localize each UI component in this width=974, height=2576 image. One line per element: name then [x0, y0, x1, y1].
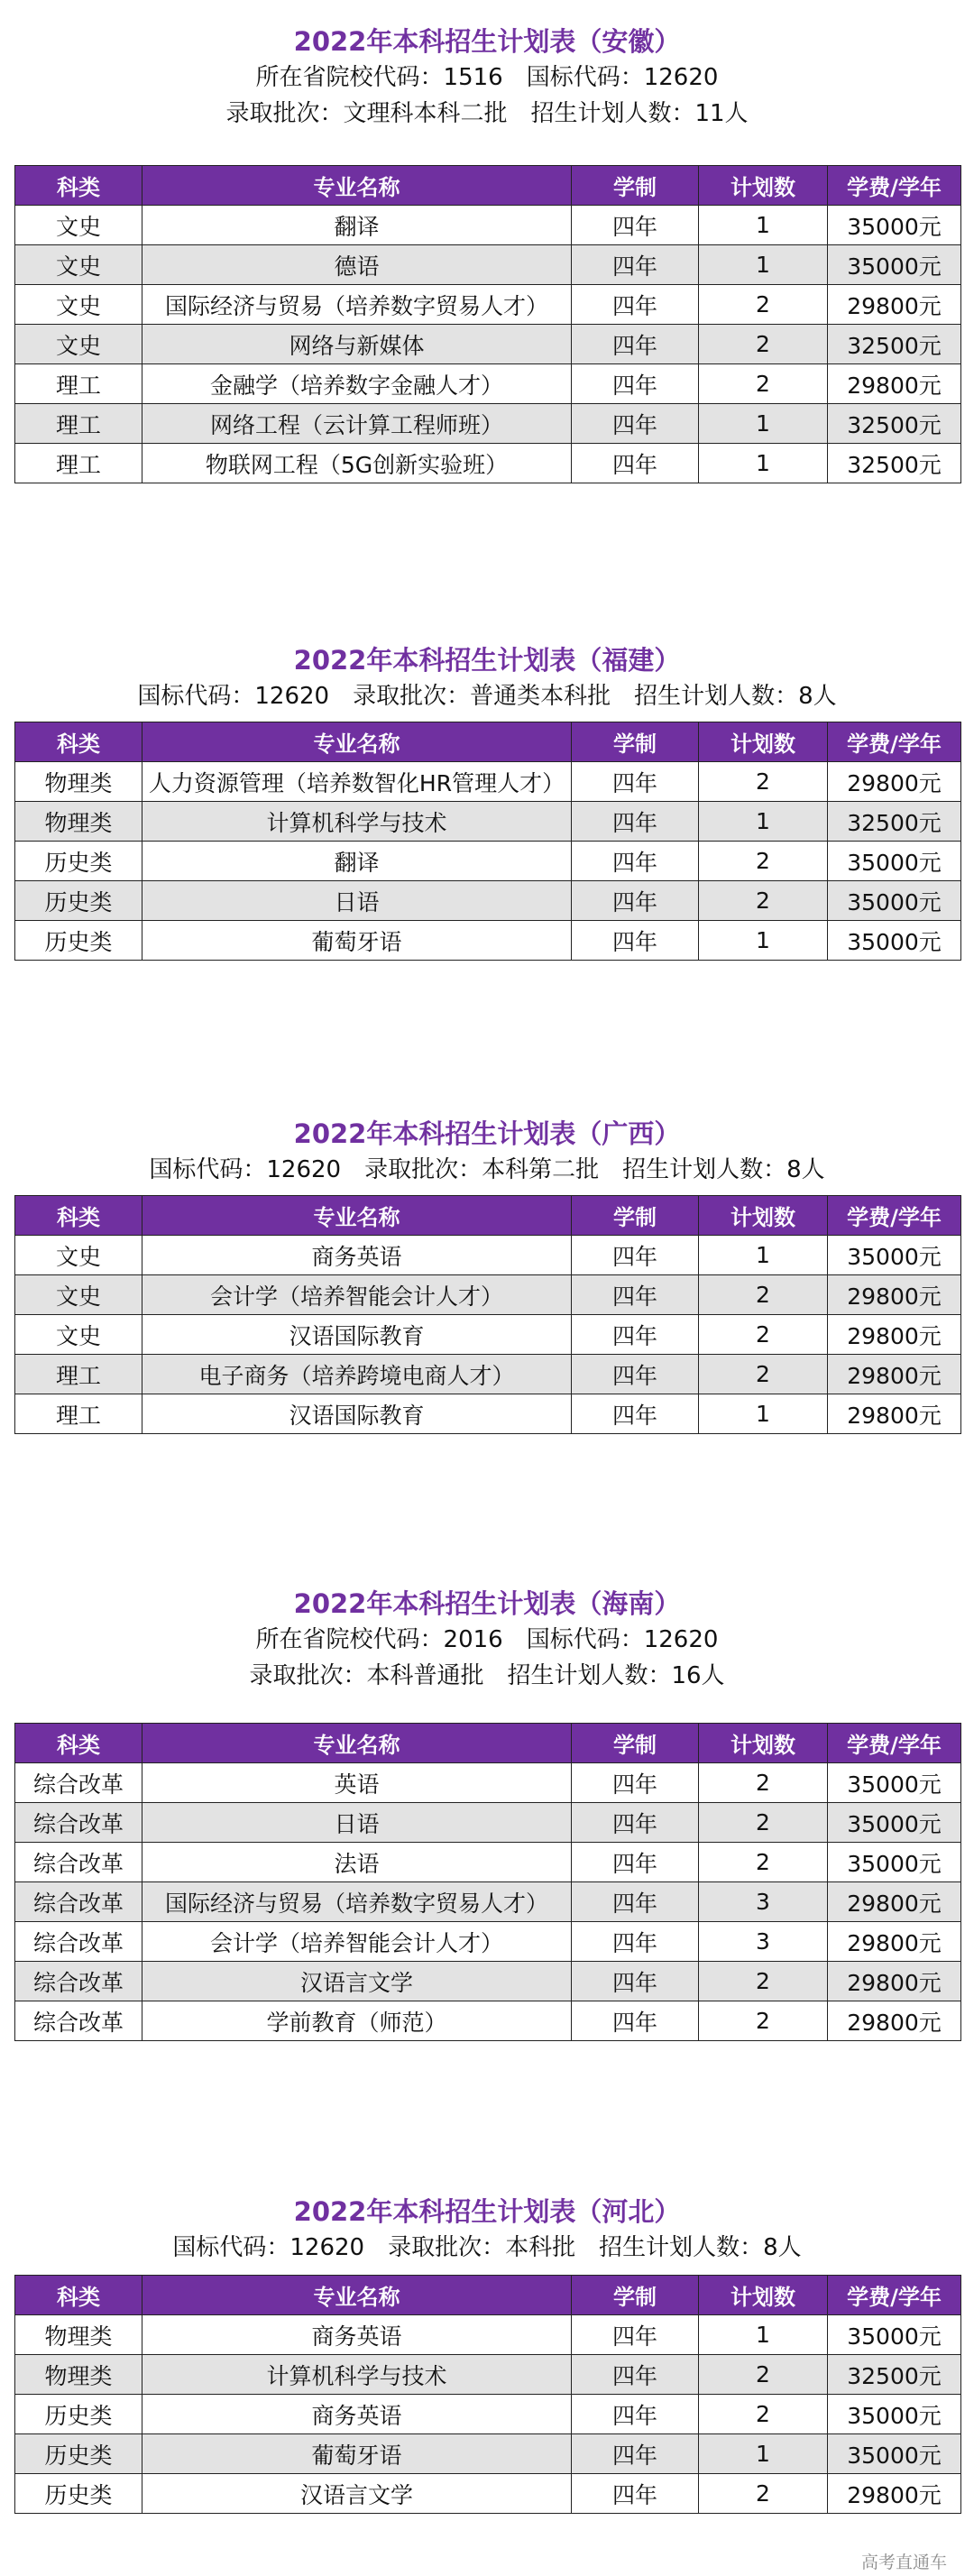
table-cell: 综合改革	[15, 1843, 142, 1882]
table-cell: 文史	[15, 1275, 142, 1315]
table-cell: 计算机科学与技术	[142, 2355, 572, 2395]
watermark: 高考直通车	[860, 2553, 947, 2572]
table-cell: 35000元	[828, 881, 961, 921]
table-cell: 四年	[572, 881, 699, 921]
table-cell: 英语	[142, 1763, 572, 1803]
table-cell: 会计学（培养智能会计人才）	[142, 1275, 572, 1315]
table-cell: 四年	[572, 842, 699, 881]
table-cell: 四年	[572, 285, 699, 325]
table-row	[15, 1355, 961, 1394]
table-row	[15, 2395, 961, 2434]
table-cell: 29800元	[828, 762, 961, 802]
table-cell: 国际经济与贸易（培养数字贸易人才）	[142, 1882, 572, 1922]
table-cell: 历史类	[15, 2395, 142, 2434]
table-header-row	[15, 166, 961, 206]
table-cell: 学前教育（师范）	[142, 2001, 572, 2041]
column-header: 专业名称	[142, 1196, 572, 1236]
table-cell: 金融学（培养数字金融人才）	[142, 364, 572, 404]
section-title: 2022年本科招生计划表（广西）	[293, 1118, 681, 1149]
table-cell: 四年	[572, 404, 699, 444]
table-cell: 2	[699, 842, 828, 881]
table-cell: 四年	[572, 245, 699, 285]
table-cell: 35000元	[828, 1803, 961, 1843]
table-cell: 四年	[572, 1803, 699, 1843]
table-cell: 3	[699, 1882, 828, 1922]
table-cell: 2	[699, 2355, 828, 2395]
table-cell: 四年	[572, 1315, 699, 1355]
table-row	[15, 2474, 961, 2514]
table-cell: 2	[699, 325, 828, 364]
table-row	[15, 802, 961, 842]
table-row	[15, 206, 961, 245]
column-header: 专业名称	[142, 1724, 572, 1763]
table-cell: 1	[699, 245, 828, 285]
table-row	[15, 1843, 961, 1882]
table-cell: 四年	[572, 2355, 699, 2395]
table-cell: 35000元	[828, 1763, 961, 1803]
table-cell: 四年	[572, 802, 699, 842]
table-row	[15, 1275, 961, 1315]
table-row	[15, 2434, 961, 2474]
section-info-line: 录取批次：文理科本科二批 招生计划人数：11人	[225, 100, 749, 127]
table-cell: 文史	[15, 285, 142, 325]
table-cell: 29800元	[828, 1275, 961, 1315]
column-header: 学费/学年	[828, 722, 961, 762]
table-cell: 物理类	[15, 762, 142, 802]
column-header: 学制	[572, 2276, 699, 2315]
column-header: 科类	[15, 2276, 142, 2315]
table-cell: 理工	[15, 364, 142, 404]
table-row	[15, 404, 961, 444]
table-cell: 法语	[142, 1843, 572, 1882]
column-header: 计划数	[699, 166, 828, 206]
table-cell: 四年	[572, 2001, 699, 2041]
column-header: 计划数	[699, 1196, 828, 1236]
table-cell: 物理类	[15, 2355, 142, 2395]
table-cell: 四年	[572, 2474, 699, 2514]
table-cell: 文史	[15, 325, 142, 364]
section-info-line: 所在省院校代码：2016 国标代码：12620	[255, 1626, 719, 1653]
table-cell: 29800元	[828, 285, 961, 325]
table-cell: 2	[699, 285, 828, 325]
table-row	[15, 762, 961, 802]
section-info-line: 录取批次：本科普通批 招生计划人数：16人	[249, 1662, 725, 1689]
table-cell: 理工	[15, 1394, 142, 1434]
table-cell: 35000元	[828, 1843, 961, 1882]
plan-table-hainan	[14, 1723, 961, 2041]
table-cell: 35000元	[828, 2395, 961, 2434]
table-cell: 综合改革	[15, 1882, 142, 1922]
plan-section-anhui	[0, 23, 974, 132]
table-row	[15, 1882, 961, 1922]
table-cell: 29800元	[828, 1355, 961, 1394]
table-cell: 1	[699, 802, 828, 842]
table-cell: 文史	[15, 1236, 142, 1275]
table-cell: 四年	[572, 364, 699, 404]
table-cell: 日语	[142, 881, 572, 921]
table-row	[15, 364, 961, 404]
table-row	[15, 1236, 961, 1275]
table-header-row	[15, 722, 961, 762]
table-cell: 2	[699, 1843, 828, 1882]
table-cell: 35000元	[828, 2434, 961, 2474]
table-cell: 2	[699, 364, 828, 404]
table-header-row	[15, 2276, 961, 2315]
column-header: 科类	[15, 1196, 142, 1236]
column-header: 专业名称	[142, 166, 572, 206]
table-cell: 历史类	[15, 881, 142, 921]
column-header: 科类	[15, 1724, 142, 1763]
table-cell: 汉语言文学	[142, 1962, 572, 2001]
section-info-line: 国标代码：12620 录取批次：本科批 招生计划人数：8人	[172, 2234, 802, 2261]
plan-section-fujian	[0, 642, 974, 714]
table-cell: 四年	[572, 1962, 699, 2001]
table-cell: 综合改革	[15, 1922, 142, 1962]
table-cell: 2	[699, 1275, 828, 1315]
table-cell: 29800元	[828, 1922, 961, 1962]
table-cell: 计算机科学与技术	[142, 802, 572, 842]
column-header: 学费/学年	[828, 1724, 961, 1763]
table-cell: 四年	[572, 2395, 699, 2434]
table-cell: 2	[699, 2474, 828, 2514]
table-cell: 29800元	[828, 1315, 961, 1355]
table-cell: 历史类	[15, 2474, 142, 2514]
table-cell: 国际经济与贸易（培养数字贸易人才）	[142, 285, 572, 325]
table-cell: 2	[699, 1962, 828, 2001]
table-row	[15, 1394, 961, 1434]
table-cell: 四年	[572, 1394, 699, 1434]
column-header: 学费/学年	[828, 2276, 961, 2315]
table-cell: 文史	[15, 206, 142, 245]
table-cell: 葡萄牙语	[142, 921, 572, 961]
column-header: 学制	[572, 1724, 699, 1763]
table-cell: 物联网工程（5G创新实验班）	[142, 444, 572, 483]
table-row	[15, 285, 961, 325]
column-header: 科类	[15, 722, 142, 762]
table-cell: 四年	[572, 1843, 699, 1882]
table-row	[15, 2001, 961, 2041]
table-row	[15, 2355, 961, 2395]
table-cell: 四年	[572, 2315, 699, 2355]
table-cell: 2	[699, 1355, 828, 1394]
table-cell: 电子商务（培养跨境电商人才）	[142, 1355, 572, 1394]
plan-section-guangxi	[0, 1116, 974, 1188]
table-cell: 文史	[15, 245, 142, 285]
table-cell: 35000元	[828, 206, 961, 245]
column-header: 专业名称	[142, 2276, 572, 2315]
column-header: 专业名称	[142, 722, 572, 762]
table-cell: 商务英语	[142, 2395, 572, 2434]
table-cell: 四年	[572, 1355, 699, 1394]
table-cell: 四年	[572, 921, 699, 961]
table-cell: 29800元	[828, 2474, 961, 2514]
table-cell: 四年	[572, 1275, 699, 1315]
section-title: 2022年本科招生计划表（河北）	[293, 2196, 681, 2227]
table-cell: 32500元	[828, 2355, 961, 2395]
table-cell: 综合改革	[15, 2001, 142, 2041]
table-cell: 物理类	[15, 802, 142, 842]
table-cell: 四年	[572, 762, 699, 802]
table-row	[15, 842, 961, 881]
table-row	[15, 1763, 961, 1803]
plan-table-hebei	[14, 2275, 961, 2514]
table-cell: 2	[699, 1803, 828, 1843]
table-cell: 32500元	[828, 444, 961, 483]
table-row	[15, 325, 961, 364]
table-cell: 2	[699, 2395, 828, 2434]
plan-table-fujian	[14, 722, 961, 961]
table-cell: 汉语国际教育	[142, 1315, 572, 1355]
table-cell: 理工	[15, 404, 142, 444]
table-row	[15, 245, 961, 285]
table-cell: 会计学（培养智能会计人才）	[142, 1922, 572, 1962]
column-header: 学费/学年	[828, 1196, 961, 1236]
table-cell: 32500元	[828, 802, 961, 842]
table-row	[15, 2315, 961, 2355]
table-cell: 四年	[572, 1922, 699, 1962]
table-cell: 2	[699, 2001, 828, 2041]
table-cell: 1	[699, 444, 828, 483]
table-row	[15, 881, 961, 921]
table-cell: 2	[699, 762, 828, 802]
section-title: 2022年本科招生计划表（安徽）	[293, 26, 681, 57]
table-row	[15, 1315, 961, 1355]
table-cell: 四年	[572, 1236, 699, 1275]
table-cell: 历史类	[15, 921, 142, 961]
table-cell: 历史类	[15, 2434, 142, 2474]
plan-section-hebei	[0, 2194, 974, 2266]
table-header-row	[15, 1724, 961, 1763]
table-cell: 四年	[572, 2434, 699, 2474]
table-row	[15, 444, 961, 483]
column-header: 计划数	[699, 1724, 828, 1763]
table-cell: 35000元	[828, 1236, 961, 1275]
table-cell: 29800元	[828, 1394, 961, 1434]
table-cell: 29800元	[828, 1962, 961, 2001]
section-info-line: 所在省院校代码：1516 国标代码：12620	[255, 64, 719, 91]
section-title: 2022年本科招生计划表（海南）	[293, 1588, 681, 1619]
table-cell: 35000元	[828, 842, 961, 881]
table-cell: 综合改革	[15, 1803, 142, 1843]
column-header: 科类	[15, 166, 142, 206]
table-row	[15, 1803, 961, 1843]
section-title: 2022年本科招生计划表（福建）	[293, 645, 681, 676]
table-cell: 汉语言文学	[142, 2474, 572, 2514]
table-cell: 物理类	[15, 2315, 142, 2355]
table-cell: 综合改革	[15, 1962, 142, 2001]
table-cell: 四年	[572, 206, 699, 245]
table-cell: 商务英语	[142, 1236, 572, 1275]
table-row	[15, 1962, 961, 2001]
table-cell: 德语	[142, 245, 572, 285]
table-cell: 汉语国际教育	[142, 1394, 572, 1434]
table-cell: 理工	[15, 444, 142, 483]
table-cell: 3	[699, 1922, 828, 1962]
column-header: 计划数	[699, 722, 828, 762]
table-cell: 1	[699, 921, 828, 961]
table-cell: 理工	[15, 1355, 142, 1394]
column-header: 学制	[572, 166, 699, 206]
table-cell: 人力资源管理（培养数智化HR管理人才）	[142, 762, 572, 802]
table-cell: 1	[699, 2434, 828, 2474]
table-cell: 35000元	[828, 245, 961, 285]
table-cell: 1	[699, 1394, 828, 1434]
table-cell: 2	[699, 881, 828, 921]
plan-table-guangxi	[14, 1195, 961, 1434]
table-cell: 29800元	[828, 2001, 961, 2041]
plan-table-anhui	[14, 165, 961, 483]
table-cell: 葡萄牙语	[142, 2434, 572, 2474]
table-cell: 四年	[572, 444, 699, 483]
table-cell: 2	[699, 1315, 828, 1355]
table-cell: 29800元	[828, 1882, 961, 1922]
table-cell: 四年	[572, 325, 699, 364]
table-cell: 29800元	[828, 364, 961, 404]
table-cell: 四年	[572, 1763, 699, 1803]
column-header: 计划数	[699, 2276, 828, 2315]
table-cell: 商务英语	[142, 2315, 572, 2355]
table-cell: 综合改革	[15, 1763, 142, 1803]
table-cell: 35000元	[828, 921, 961, 961]
table-cell: 2	[699, 1763, 828, 1803]
table-cell: 1	[699, 1236, 828, 1275]
table-cell: 1	[699, 2315, 828, 2355]
table-cell: 日语	[142, 1803, 572, 1843]
column-header: 学费/学年	[828, 166, 961, 206]
table-cell: 网络工程（云计算工程师班）	[142, 404, 572, 444]
table-cell: 翻译	[142, 206, 572, 245]
table-cell: 1	[699, 206, 828, 245]
table-header-row	[15, 1196, 961, 1236]
table-cell: 历史类	[15, 842, 142, 881]
table-cell: 32500元	[828, 325, 961, 364]
table-cell: 32500元	[828, 404, 961, 444]
plan-section-hainan	[0, 1586, 974, 1694]
section-info-line: 国标代码：12620 录取批次：本科第二批 招生计划人数：8人	[149, 1156, 825, 1183]
column-header: 学制	[572, 1196, 699, 1236]
column-header: 学制	[572, 722, 699, 762]
section-info-line: 国标代码：12620 录取批次：普通类本科批 招生计划人数：8人	[137, 683, 837, 710]
table-row	[15, 1922, 961, 1962]
table-cell: 1	[699, 404, 828, 444]
table-cell: 35000元	[828, 2315, 961, 2355]
table-cell: 四年	[572, 1882, 699, 1922]
table-cell: 网络与新媒体	[142, 325, 572, 364]
table-cell: 翻译	[142, 842, 572, 881]
table-row	[15, 921, 961, 961]
table-cell: 文史	[15, 1315, 142, 1355]
